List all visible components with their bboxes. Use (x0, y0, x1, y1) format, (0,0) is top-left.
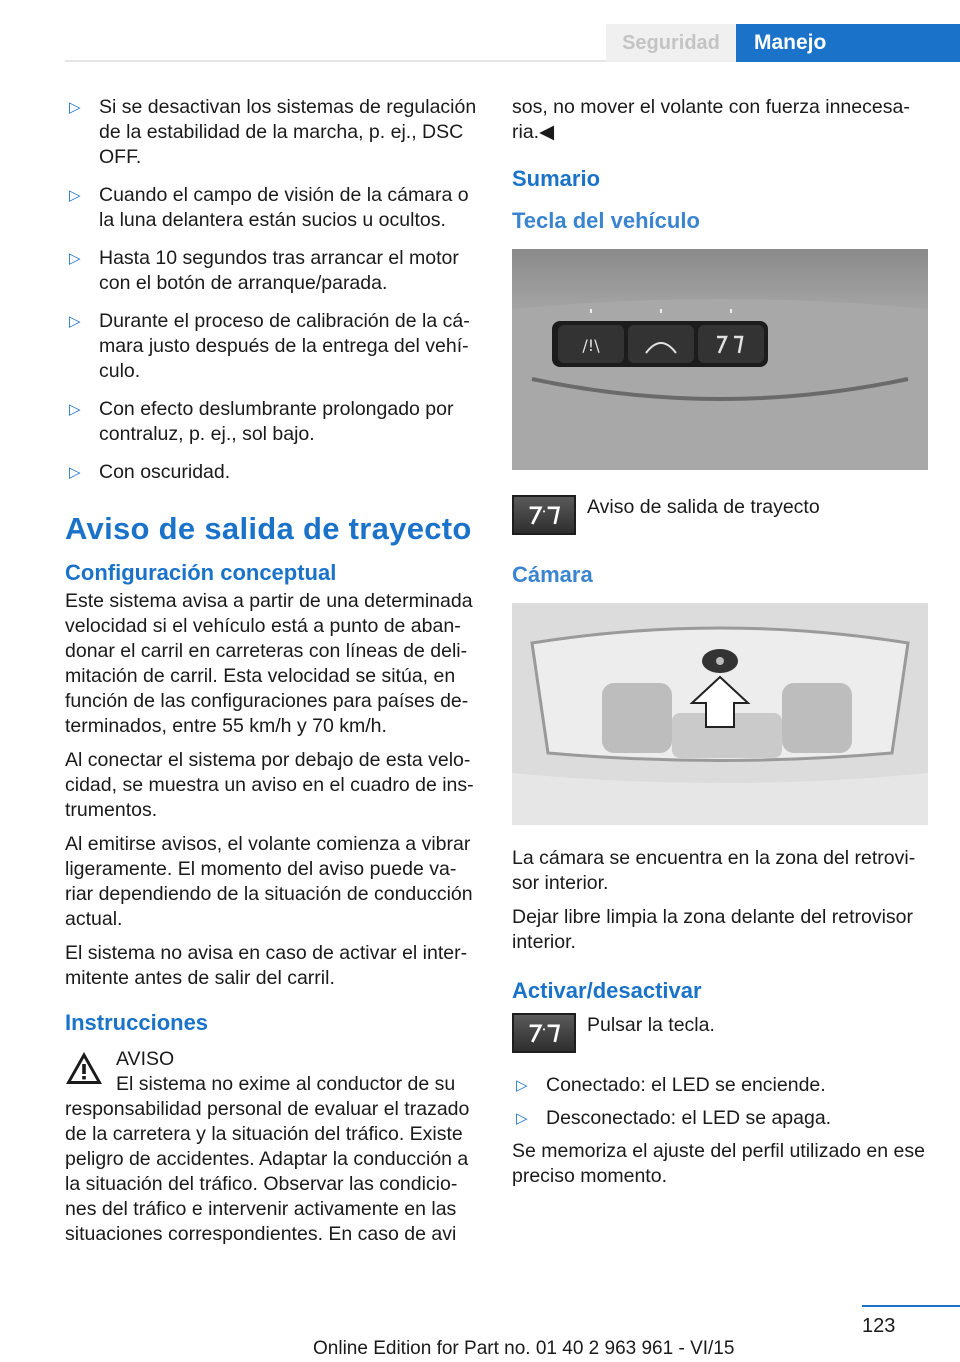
section-title: Aviso de salida de trayecto (65, 511, 472, 546)
paragraph: Dejar libre limpia la zona delante del retrovisor interior. (512, 906, 914, 953)
footer-rule (862, 1305, 960, 1307)
paragraph: El sistema no avisa en caso de activar el intermitente antes de salir del carril. (65, 942, 468, 989)
tecla-legend-row (512, 495, 928, 539)
camara-heading: Cámara (512, 562, 593, 587)
bullet-triangle-icon: ▷ (69, 187, 81, 204)
bullet-triangle-icon: ▷ (69, 313, 81, 330)
list-item: ▷ Conectado: el LED se enciende. (516, 1074, 826, 1096)
activar-heading: Activar/desactivar (512, 978, 702, 1003)
instructions-heading: Instrucciones (65, 1010, 209, 1035)
right-column (512, 95, 928, 1198)
warning-label: AVISO (116, 1048, 175, 1070)
paragraph: Este sistema avisa a partir de una determinada velocidad si el vehículo está a punto de abandonar el carril en carreteras con líneas de delimitación de carril. Esta velocidad se sitúa, en función de las configuraciones para países determinados, entre 55 km/h y 70 km/h. (65, 590, 473, 737)
paragraph: Al emitirse avisos, el volante comienza a vibrar ligeramente. El momento del aviso puede variar dependiendo de la situación de conducción actual. (65, 833, 473, 930)
tab-seguridad[interactable]: Seguridad (606, 24, 736, 62)
warning-triangle-icon (65, 1051, 103, 1085)
paragraph: La cámara se encuentra en la zona del retrovisor interior. (512, 847, 916, 894)
list-item: ▷ Cuando el campo de visión de la cámara o la luna delantera están sucios u ocultos. (69, 184, 469, 231)
bullet-triangle-icon: ▷ (69, 464, 81, 481)
bullet-triangle-icon: ▷ (69, 250, 81, 267)
paragraph: sos, no mover el volante con fuerza innecesaria.◀ (512, 96, 910, 143)
list-item: ▷ Hasta 10 segundos tras arrancar el motor con el botón de arranque/parada. (69, 247, 459, 294)
warning-text: responsabilidad personal de evaluar el trazado de la carretera y la situación del tráfico. Existe peligro de accidentes. Adaptar la conducción a la situación del tráfico. Observar las condiciones del tráfico e intervenir activamente en las situaciones correspondientes. En caso de avi (65, 1098, 470, 1245)
edition-footer: Online Edition for Part no. 01 40 2 963 961 - VI/15 (313, 1338, 735, 1359)
warning-text-first: El sistema no exime al conductor de su (116, 1073, 456, 1095)
vehicle-buttons-photo (512, 249, 928, 470)
activar-label: Pulsar la tecla. (587, 1014, 715, 1036)
list-item: ▷ Durante el proceso de calibración de la cámara justo después de la entrega del vehículo. (69, 310, 470, 382)
tab-manejo[interactable]: Manejo (736, 24, 960, 62)
list-item: ▷ Con oscuridad. (69, 461, 231, 483)
list-item: ▷ Desconectado: el LED se apaga. (516, 1107, 832, 1129)
left-column (65, 95, 477, 1247)
lane-departure-key-icon (512, 495, 576, 535)
warning-block (65, 1047, 477, 1247)
paragraph: Se memoriza el ajuste del perfil utilizado en ese preciso momento. (512, 1140, 925, 1187)
bullet-triangle-icon: ▷ (516, 1077, 528, 1094)
activar-row (512, 1013, 928, 1057)
list-item: ▷ Si se desactivan los sistemas de regulación de la estabilidad de la marcha, p. ej., DSC OFF. (69, 96, 477, 168)
svg-text:/!\: /!\ (582, 336, 600, 355)
bullet-triangle-icon: ▷ (69, 401, 81, 418)
tecla-heading: Tecla del vehículo (512, 208, 700, 233)
list-item: ▷ Con efecto deslumbrante prolongado por contraluz, p. ej., sol bajo. (69, 398, 454, 445)
camera-location-photo (512, 603, 928, 825)
config-heading: Configuración conceptual (65, 560, 337, 585)
sumario-heading: Sumario (512, 166, 601, 191)
lane-departure-key-icon (512, 1013, 576, 1053)
bullet-triangle-icon: ▷ (516, 1110, 528, 1127)
bullet-triangle-icon: ▷ (69, 99, 81, 116)
paragraph: Al conectar el sistema por debajo de esta velocidad, se muestra un aviso en el cuadro de instrumentos. (65, 749, 474, 821)
page-number: 123 (862, 1315, 896, 1337)
tecla-legend-label: Aviso de salida de trayecto (587, 496, 820, 518)
